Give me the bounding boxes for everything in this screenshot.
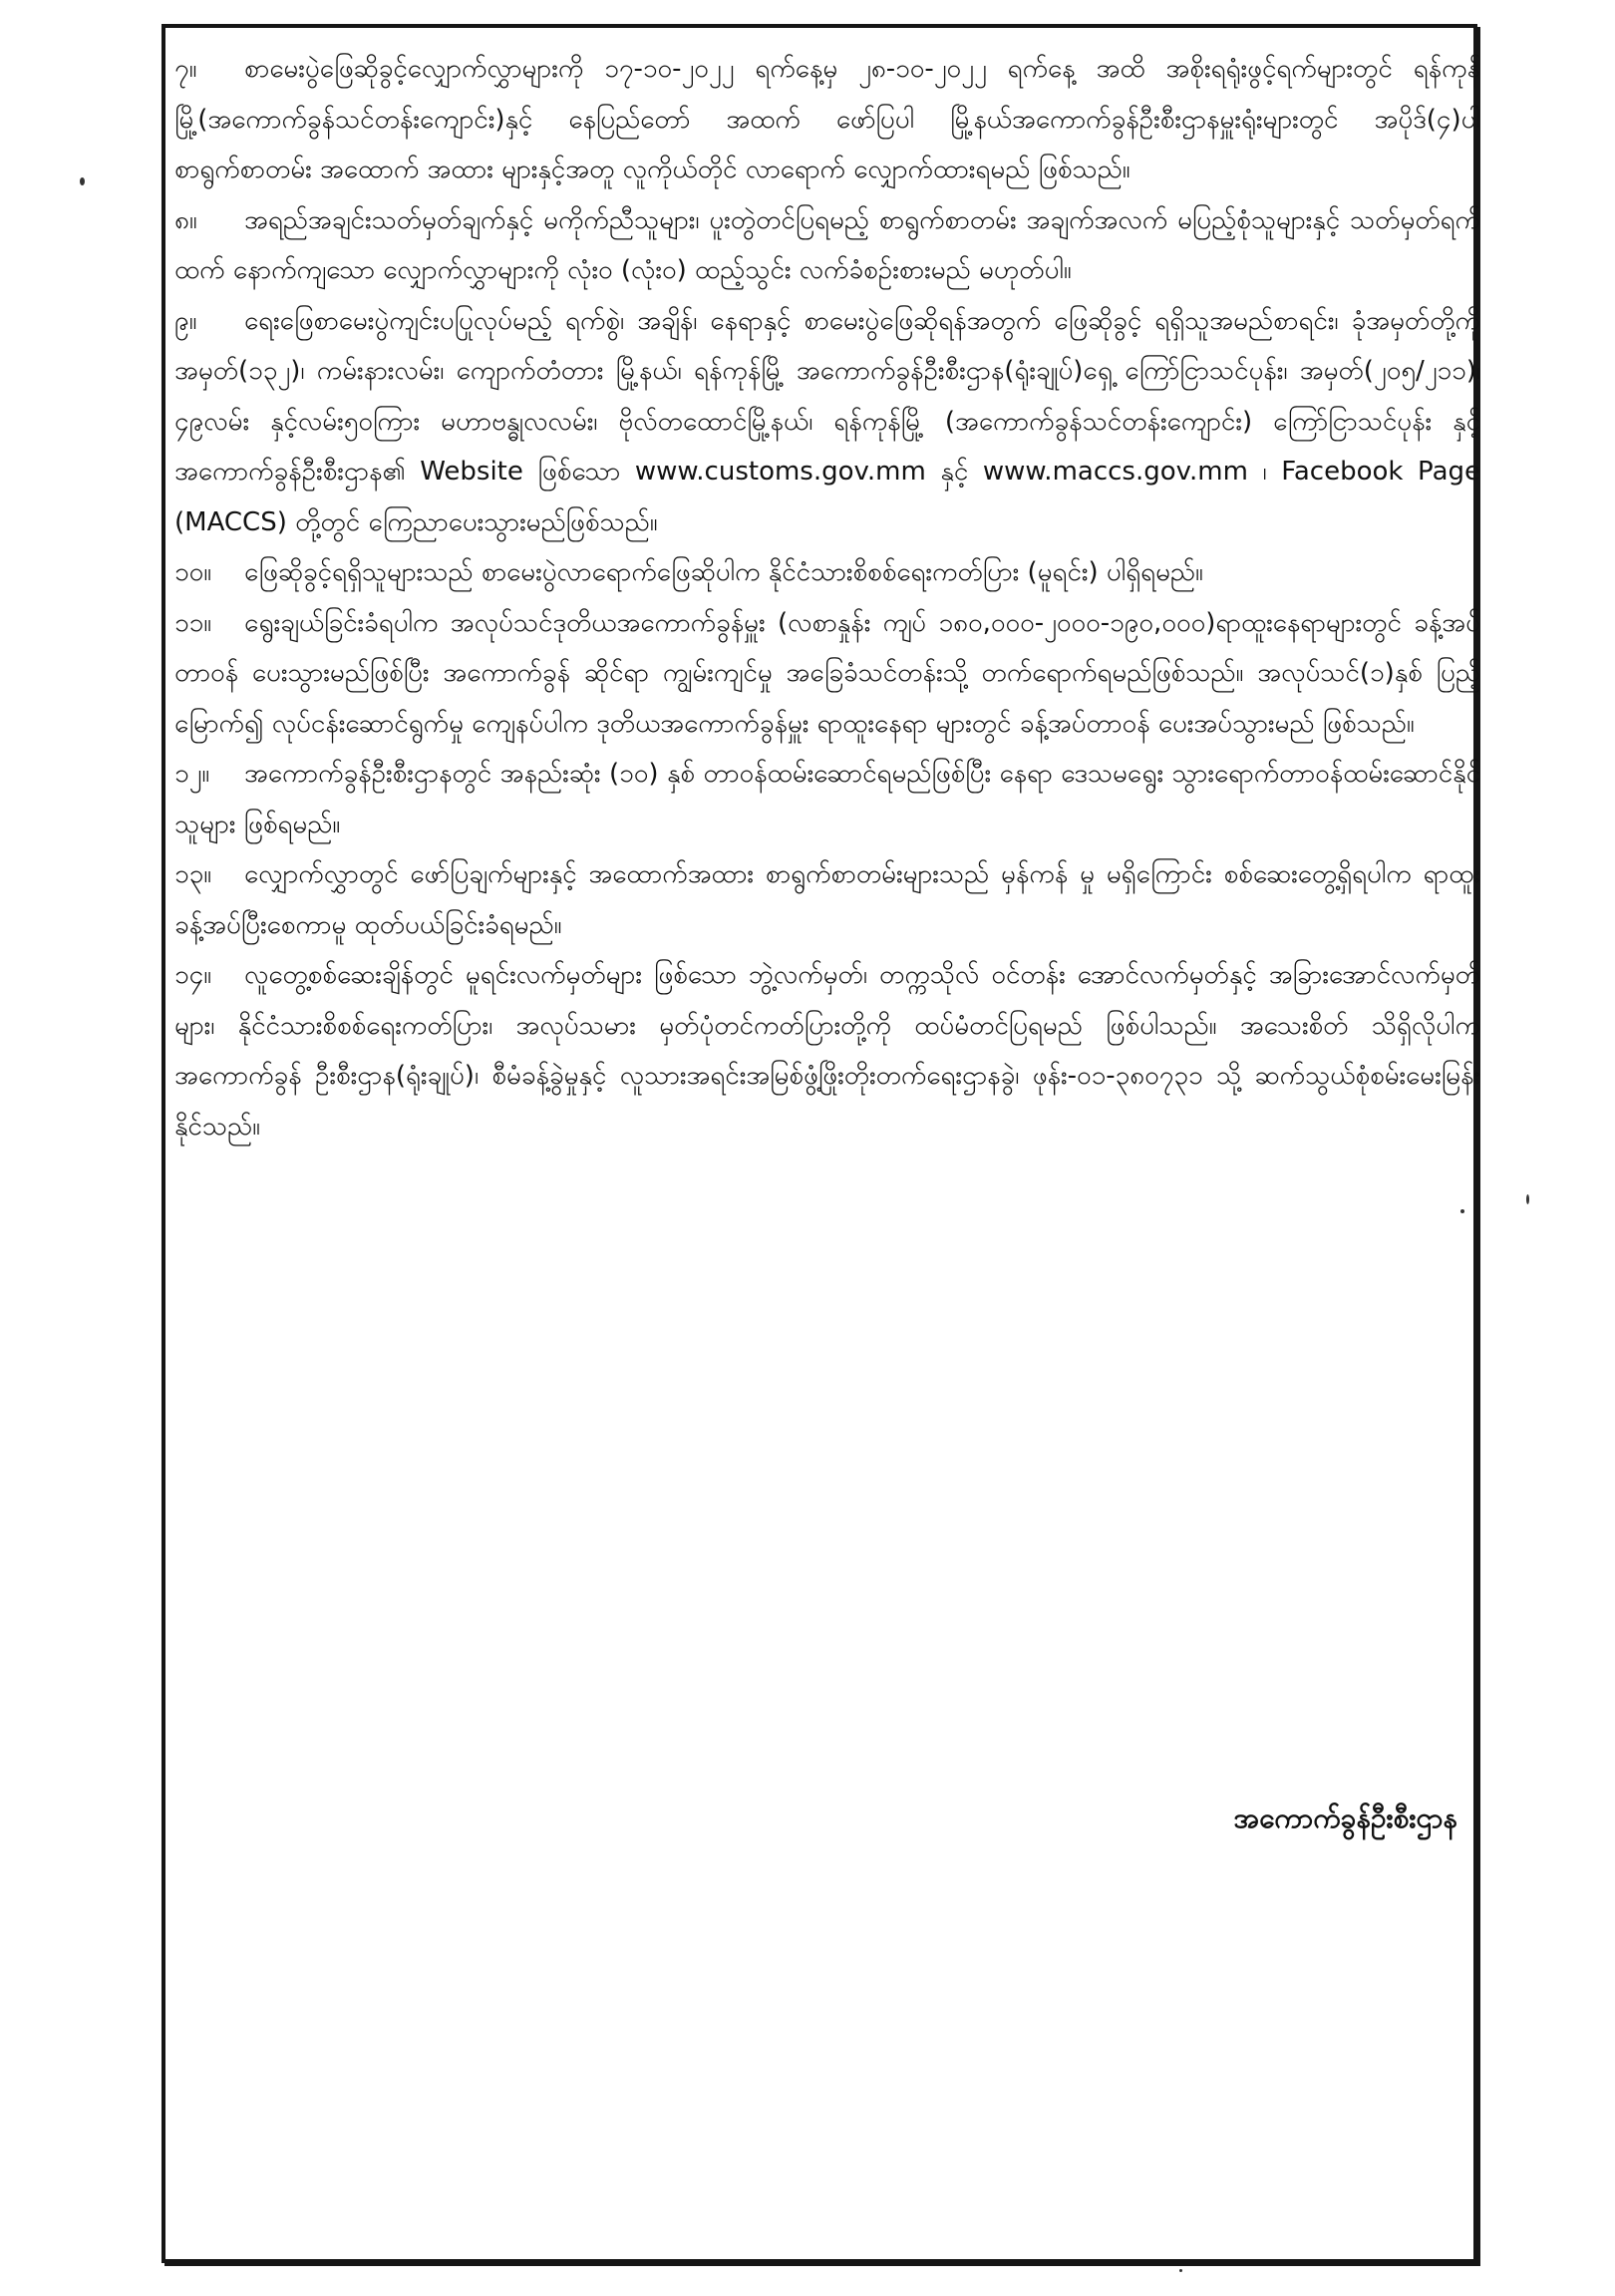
paragraph-number: ၁၃။ (174, 859, 212, 889)
paragraph-text: စာမေးပွဲဖြေဆိုခွင့်လျှောက်လွှာများကို ၁၇-၁၀-၂၀၂၂ ရက်နေ့မှ ၂၈-၁၀-၂၀၂၂ ရက်နေ့ အထိ အစိုးရရုံးဖွင့်ရက်များတွင် ရန်ကုန်မြို့(အကောက်ခွန်သင်တန်းကျောင်း)နှင့် နေပြည်တော် အထက် ဖော်ပြပါ မြို့နယ်အကောက်ခွန်ဦးစီးဌာနမှူးရုံးများတွင် အပိုဒ်(၄)ပါ စာရွက်စာတမ်း အထောက် အထား များနှင့်အတူ လူကိုယ်တိုင် လာရောက် လျှောက်ထားရမည် ဖြစ်သည်။ (174, 54, 1480, 184)
scan-speck (1526, 1194, 1529, 1204)
paragraph-text: အရည်အချင်းသတ်မှတ်ချက်နှင့် မကိုက်ညီသူများ၊ ပူးတွဲတင်ပြရမည့် စာရွက်စာတမ်း အချက်အလက် မပြည့်စုံသူများနှင့် သတ်မှတ်ရက်ထက် နောက်ကျသော လျှောက်လွှာများကို လုံးဝ (လုံးဝ) ထည့်သွင်း လက်ခံစဉ်းစားမည် မဟုတ်ပါ။ (174, 204, 1480, 285)
paragraph-13 (174, 849, 1480, 950)
document-body (174, 44, 1480, 1151)
paragraph-9 (174, 296, 1480, 548)
paragraph-text: ရွေးချယ်ခြင်းခံရပါက အလုပ်သင်ဒုတိယအကောက်ခွန်မှူး (လစာနှုန်း ကျပ် ၁၈၀,၀၀၀-၂၀၀၀-၁၉၀,၀၀၀)ရာထူးနေရာများတွင် ခန့်အပ်တာဝန် ပေးသွားမည်ဖြစ်ပြီး အကောက်ခွန် ဆိုင်ရာ ကျွမ်းကျင်မှု အခြေခံသင်တန်းသို့ တက်ရောက်ရမည်ဖြစ်သည်။ အလုပ်သင်(၁)နှစ် ပြည့်မြောက်၍ လုပ်ငန်းဆောင်ရွက်မှု ကျေနပ်ပါက ဒုတိယအကောက်ခွန်မှူး ရာထူးနေရာ များတွင် ခန့်အပ်တာဝန် ပေးအပ်သွားမည် ဖြစ်သည်။ (174, 607, 1480, 739)
paragraph-11 (174, 598, 1480, 750)
paragraph-number: ၁၂။ (174, 759, 210, 789)
paragraph-14 (174, 950, 1480, 1151)
signature-department: အကောက်ခွန်ဦးစီးဌာန (1233, 1802, 1457, 1834)
paragraph-text: အကောက်ခွန်ဦးစီးဌာနတွင် အနည်းဆုံး (၁၀) နှစ် တာဝန်ထမ်းဆောင်ရမည်ဖြစ်ပြီး နေရာ ဒေသမရွေး သွားရောက်တာဝန်ထမ်းဆောင်နိုင်သူများ ဖြစ်ရမည်။ (174, 759, 1480, 839)
paragraph-text: ဖြေဆိုခွင့်ရရှိသူများသည် စာမေးပွဲလာရောက်ဖြေဆိုပါက နိုင်ငံသားစိစစ်ရေးကတ်ပြား (မူရင်း) ပါရှိရမည်။ (244, 557, 1203, 587)
paragraph-10 (174, 547, 1480, 598)
paragraph-number: ၁၁။ (174, 607, 212, 638)
paragraph-12 (174, 749, 1480, 849)
paragraph-text: လူတွေ့စစ်ဆေးချိန်တွင် မူရင်းလက်မှတ်များ ဖြစ်သော ဘွဲ့လက်မှတ်၊ တက္ကသိုလ် ဝင်တန်း အောင်လက်မှတ်နှင့် အခြားအောင်လက်မှတ်များ၊ နိုင်ငံသားစိစစ်ရေးကတ်ပြား၊ အလုပ်သမား မှတ်ပုံတင်ကတ်ပြားတို့ကို ထပ်မံတင်ပြရမည် ဖြစ်ပါသည်။ အသေးစိတ် သိရှိလိုပါက အကောက်ခွန် ဦးစီးဌာန(ရုံးချုပ်)၊ စီမံခန့်ခွဲမှုနှင့် လူသားအရင်းအမြစ်ဖွံ့ဖြိုးတိုးတက်ရေးဌာနခွဲ၊ ဖုန်း-၀၁-၃၈၀၇၃၁ သို့ ဆက်သွယ်စုံစမ်းမေးမြန်းနိုင်သည်။ (174, 960, 1480, 1142)
paragraph-number: ၈။ (174, 204, 197, 235)
paragraph-8 (174, 195, 1480, 296)
paragraph-7 (174, 44, 1480, 195)
paragraph-number: ၁၄။ (174, 960, 212, 990)
scan-speck (1460, 1209, 1464, 1213)
paragraph-number: ၇။ (174, 54, 197, 84)
paragraph-number: ၁၀။ (174, 557, 212, 587)
paragraph-text: လျှောက်လွှာတွင် ဖော်ပြချက်များနှင့် အထောက်အထား စာရွက်စာတမ်းများသည် မှန်ကန် မှု မရှိကြောင်း စစ်ဆေးတွေ့ရှိရပါက ရာထူးခန့်အပ်ပြီးစေကာမူ ထုတ်ပယ်ခြင်းခံရမည်။ (174, 859, 1480, 940)
paragraph-number: ၉။ (174, 305, 197, 336)
paragraph-text: ရေးဖြေစာမေးပွဲကျင်းပပြုလုပ်မည့် ရက်စွဲ၊ အချိန်၊ နေရာနှင့် စာမေးပွဲဖြေဆိုရန်အတွက် ဖြေဆိုခွင့် ရရှိသူအမည်စာရင်း၊ ခုံအမှတ်တို့ကို အမှတ်(၁၃၂)၊ ကမ်းနားလမ်း၊ ကျောက်တံတား မြို့နယ်၊ ရန်ကုန်မြို့ အကောက်ခွန်ဦးစီးဌာန(ရုံးချုပ်)ရှေ့ ကြော်ငြာသင်ပုန်း၊ အမှတ်(၂၀၅/၂၁၁)၊ ၄၉လမ်း နှင့်လမ်း၅၀ကြား မဟာဗန္ဓုလလမ်း၊ ဗိုလ်တထောင်မြို့နယ်၊ ရန်ကုန်မြို့ (အကောက်ခွန်သင်တန်းကျောင်း) ကြော်ငြာသင်ပုန်း နှင့် အကောက်ခွန်ဦးစီးဌာန၏ Website ဖြစ်သော www.customs.gov.mm နှင့် www.maccs.gov.mm ၊ Facebook Page (MACCS) တို့တွင် ကြေညာပေးသွားမည်ဖြစ်သည်။ (174, 305, 1480, 537)
scan-speck (1179, 2269, 1182, 2272)
scan-speck (80, 177, 85, 185)
